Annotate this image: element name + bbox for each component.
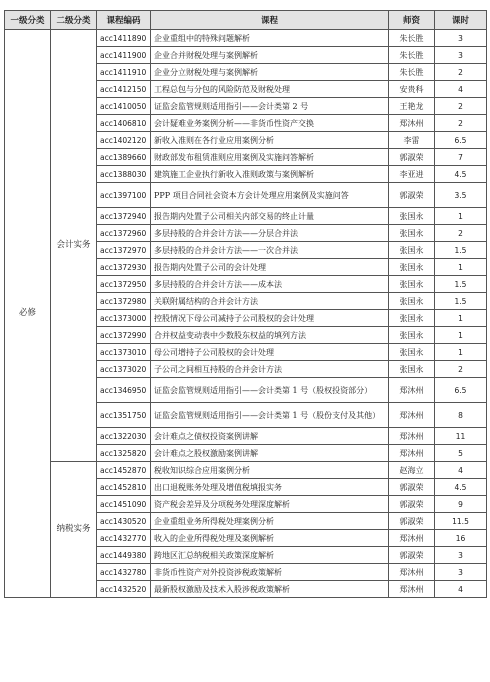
hours-cell: 4.5 [435,166,487,183]
hours-cell: 2 [435,361,487,378]
teacher-cell: 郑沐州 [389,403,435,428]
course-code-cell: acc1373020 [97,361,151,378]
course-name-cell: 建筑施工企业执行新收入准则政策与案例解析 [151,166,389,183]
header-course: 课程 [151,11,389,30]
hours-cell: 7 [435,149,487,166]
hours-cell: 9 [435,496,487,513]
hours-cell: 3 [435,564,487,581]
course-name-cell: 非货币性资产对外投资涉税政策解析 [151,564,389,581]
hours-cell: 4 [435,462,487,479]
hours-cell: 3 [435,30,487,47]
teacher-cell: 王艳龙 [389,98,435,115]
course-name-cell: 控股情况下母公司减持子公司股权的会计处理 [151,310,389,327]
teacher-cell: 张国永 [389,242,435,259]
hours-cell: 8 [435,403,487,428]
teacher-cell: 朱长胜 [389,47,435,64]
teacher-cell: 郭淑荣 [389,547,435,564]
course-code-cell: acc1372960 [97,225,151,242]
hours-cell: 2 [435,225,487,242]
course-name-cell: 报告期内处置子公司相关内部交易的终止计量 [151,208,389,225]
course-name-cell: 合并权益变动表中少数股东权益的填列方法 [151,327,389,344]
teacher-cell: 郭淑荣 [389,149,435,166]
course-code-cell: acc1397100 [97,183,151,208]
teacher-cell: 张国永 [389,310,435,327]
course-table-container [4,10,486,598]
course-code-cell: acc1372980 [97,293,151,310]
hours-cell: 4.5 [435,479,487,496]
hours-cell: 1 [435,310,487,327]
course-name-cell: 多层持股的合并会计方法——分层合并法 [151,225,389,242]
course-name-cell: 证监会监管规则适用指引——会计类第 1 号（股权投资部分） [151,378,389,403]
course-table-body [5,30,487,598]
course-name-cell: 资产税会差异及分项税务处理深度解析 [151,496,389,513]
teacher-cell: 郑沐州 [389,581,435,598]
hours-cell: 3.5 [435,183,487,208]
teacher-cell: 郑沐州 [389,428,435,445]
teacher-cell: 张国永 [389,293,435,310]
course-code-cell: acc1325820 [97,445,151,462]
teacher-cell: 李亚进 [389,166,435,183]
course-name-cell: 证监会监管规则适用指引——会计类第 2 号 [151,98,389,115]
teacher-cell: 朱长胜 [389,30,435,47]
course-code-cell: acc1430520 [97,513,151,530]
teacher-cell: 安贵科 [389,81,435,98]
hours-cell: 1.5 [435,276,487,293]
course-name-cell: 财政部发布租赁准则应用案例及实施问答解析 [151,149,389,166]
course-code-cell: acc1432520 [97,581,151,598]
course-code-cell: acc1322030 [97,428,151,445]
course-name-cell: 出口退税账务处理及增值税填报实务 [151,479,389,496]
course-code-cell: acc1351750 [97,403,151,428]
hours-cell: 16 [435,530,487,547]
course-code-cell: acc1372970 [97,242,151,259]
teacher-cell: 张国永 [389,361,435,378]
course-name-cell: 收入的企业所得税处理及案例解析 [151,530,389,547]
course-code-cell: acc1449380 [97,547,151,564]
hours-cell: 1 [435,344,487,361]
course-name-cell: 企业分立财税处理与案例解析 [151,64,389,81]
course-name-cell: 子公司之间相互持股的合并会计方法 [151,361,389,378]
teacher-cell: 郑沐州 [389,445,435,462]
header-code: 课程编码 [97,11,151,30]
course-name-cell: 会计难点之债权投资案例讲解 [151,428,389,445]
table-header-row [5,11,487,30]
level2-category-cell: 纳税实务 [51,462,97,598]
course-name-cell: 跨地区汇总纳税相关政策深度解析 [151,547,389,564]
table-row [5,30,487,47]
teacher-cell: 张国永 [389,344,435,361]
header-level2: 二级分类 [51,11,97,30]
course-code-cell: acc1451090 [97,496,151,513]
course-name-cell: 多层持股的合并会计方法——一次合并法 [151,242,389,259]
table-row [5,462,487,479]
teacher-cell: 郭淑荣 [389,183,435,208]
teacher-cell: 郑沐州 [389,530,435,547]
hours-cell: 6.5 [435,132,487,149]
course-name-cell: 会计疑难业务案例分析——非货币性资产交换 [151,115,389,132]
course-name-cell: 母公司增持子公司股权的会计处理 [151,344,389,361]
course-name-cell: PPP 项目合同社会资本方会计处理应用案例及实施问答 [151,183,389,208]
teacher-cell: 郭淑荣 [389,513,435,530]
hours-cell: 4 [435,581,487,598]
course-code-cell: acc1373010 [97,344,151,361]
hours-cell: 2 [435,98,487,115]
course-code-cell: acc1373000 [97,310,151,327]
hours-cell: 6.5 [435,378,487,403]
teacher-cell: 张国永 [389,327,435,344]
teacher-cell: 郑沐州 [389,115,435,132]
course-name-cell: 报告期内处置子公司的会计处理 [151,259,389,276]
hours-cell: 2 [435,64,487,81]
course-code-cell: acc1412150 [97,81,151,98]
hours-cell: 11 [435,428,487,445]
course-code-cell: acc1372930 [97,259,151,276]
hours-cell: 5 [435,445,487,462]
hours-cell: 11.5 [435,513,487,530]
course-code-cell: acc1372950 [97,276,151,293]
hours-cell: 2 [435,115,487,132]
teacher-cell: 张国永 [389,276,435,293]
course-name-cell: 最新股权激励及技术入股涉税政策解析 [151,581,389,598]
teacher-cell: 郑沐州 [389,564,435,581]
course-name-cell: 多层持股的合并会计方法——成本法 [151,276,389,293]
course-code-cell: acc1452810 [97,479,151,496]
course-name-cell: 会计难点之股权激励案例讲解 [151,445,389,462]
teacher-cell: 张国永 [389,259,435,276]
teacher-cell: 张国永 [389,208,435,225]
course-name-cell: 工程总包与分包的风险防范及财税处理 [151,81,389,98]
header-level1: 一级分类 [5,11,51,30]
course-name-cell: 企业合并财税处理与案例解析 [151,47,389,64]
teacher-cell: 郭淑荣 [389,496,435,513]
teacher-cell: 李雷 [389,132,435,149]
course-name-cell: 企业重组业务所得税处理案例分析 [151,513,389,530]
course-code-cell: acc1452870 [97,462,151,479]
course-table [4,10,487,598]
course-code-cell: acc1411890 [97,30,151,47]
teacher-cell: 赵海立 [389,462,435,479]
header-hours: 课时 [435,11,487,30]
hours-cell: 1 [435,259,487,276]
course-code-cell: acc1402120 [97,132,151,149]
course-code-cell: acc1410050 [97,98,151,115]
hours-cell: 1 [435,208,487,225]
hours-cell: 1 [435,327,487,344]
course-code-cell: acc1411910 [97,64,151,81]
teacher-cell: 郭淑荣 [389,479,435,496]
teacher-cell: 朱长胜 [389,64,435,81]
course-code-cell: acc1372940 [97,208,151,225]
level1-category-cell: 必修 [5,30,51,598]
course-code-cell: acc1389660 [97,149,151,166]
hours-cell: 3 [435,547,487,564]
course-code-cell: acc1411900 [97,47,151,64]
teacher-cell: 张国永 [389,225,435,242]
course-name-cell: 新收入准则在各行业应用案例分析 [151,132,389,149]
course-name-cell: 税收知识综合应用案例分析 [151,462,389,479]
hours-cell: 4 [435,81,487,98]
hours-cell: 3 [435,47,487,64]
course-code-cell: acc1432780 [97,564,151,581]
course-name-cell: 证监会监管规则适用指引——会计类第 1 号（股份支付及其他） [151,403,389,428]
hours-cell: 1.5 [435,293,487,310]
header-teacher: 师资 [389,11,435,30]
course-code-cell: acc1388030 [97,166,151,183]
teacher-cell: 郑沐州 [389,378,435,403]
hours-cell: 1.5 [435,242,487,259]
course-code-cell: acc1372990 [97,327,151,344]
course-code-cell: acc1346950 [97,378,151,403]
course-code-cell: acc1406810 [97,115,151,132]
course-code-cell: acc1432770 [97,530,151,547]
course-name-cell: 关联附属结构的合并会计方法 [151,293,389,310]
course-name-cell: 企业重组中的特殊问题解析 [151,30,389,47]
level2-category-cell: 会计实务 [51,30,97,462]
